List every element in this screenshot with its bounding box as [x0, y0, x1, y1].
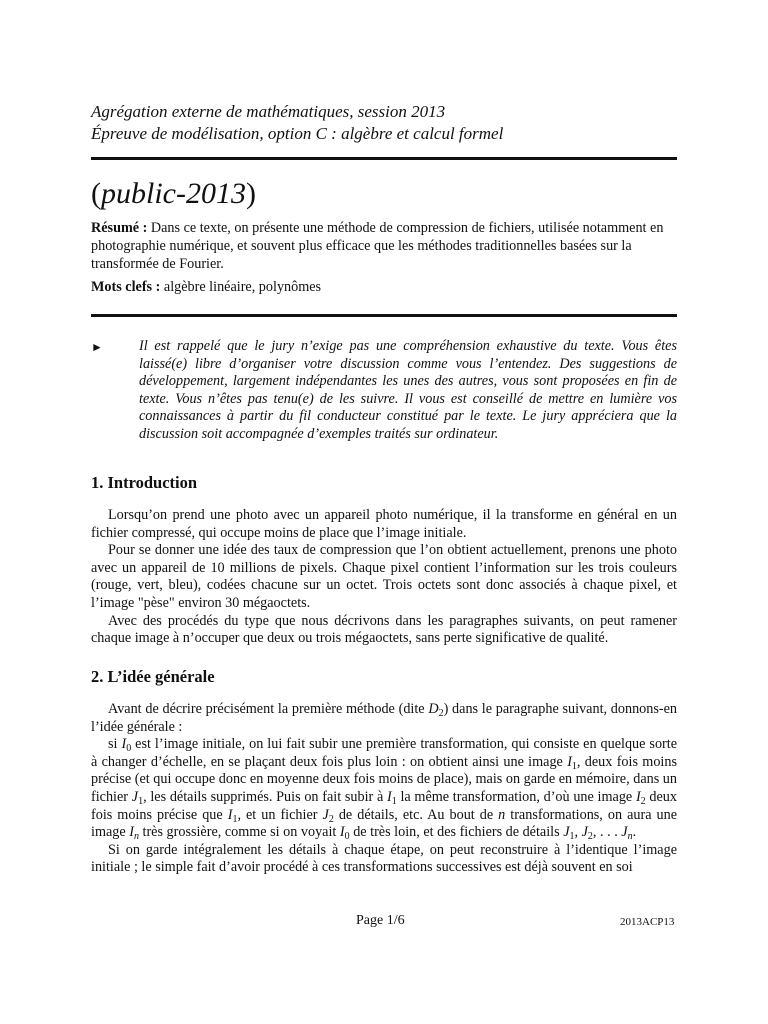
paragraph: si $I_0$ est l’image initiale, on lui fait subir une première transformation, qui consiste en quelque sorte à changer d’échelle, en se plaçant deux fois plus loin : on obtient ainsi une image $I_1$, deux fois moins précise (et qui occupe donc en moyenne deux fois moins de place), mais on garde en mémoire, dans un fichier $J_1$, les détails supprimés. Puis on fait subir à $I_1$ la même transformation, d’où une image $I_2$ deux fois moins précise que $I_1$, et un fichier $J_2$ de détails, etc. Au bout de n transformations, on aura une image $I_n$ très grossière, comme si on voyait $I_0$ de très loin, et des fichiers de détails $J_1$, $J_2$, . . . $J_n$.	[91, 736, 678, 843]
abstract-label: Résumé :	[91, 220, 148, 236]
title-paren-open: (	[91, 177, 101, 210]
document-code: 2013ACP13	[620, 916, 675, 928]
abstract-rule	[91, 314, 677, 317]
page-number: Page 1/6	[356, 913, 405, 928]
keywords-text: algèbre linéaire, polynômes	[163, 279, 322, 295]
section-2-body	[91, 701, 677, 877]
document-title	[91, 177, 256, 211]
keywords-label: Mots clefs :	[91, 279, 161, 295]
paragraph: Avant de décrire précisément la première méthode (dite $D_2$) dans le paragraphe suivant, donnons-en l’idée générale :	[91, 701, 677, 735]
section-1-body	[91, 507, 677, 648]
exam-header	[91, 101, 681, 145]
jury-note-text: Il est rappelé que le jury n’exige pas une compréhension exhaustive du texte. Vous êtes laissé(e) libre d’organiser votre discussion comme vous l’entendez. Des suggestions de développement, largement indépendantes les unes des autres, vous sont proposées en fin de texte. Vous n’êtes pas tenu(e) de les suivre. Il vous est conseillé de mettre en lumière vos connaissances à partir du fil conducteur constitué par le texte. Le jury appréciera que la discussion soit accompagnée d’exemples traités sur ordinateur.	[139, 338, 677, 442]
title-text: public-2013	[101, 177, 246, 210]
abstract-text: Dans ce texte, on présente une méthode de compression de fichiers, utilisée notamment en photographie numérique, et souvent plus efficace que les méthodes traditionnelles basées sur la transformée de Fourier.	[91, 220, 664, 272]
header-line-1: Agrégation externe de mathématiques, session 2013	[91, 102, 446, 121]
triangle-bullet-icon: ►	[91, 340, 103, 354]
abstract	[91, 219, 677, 273]
title-paren-close: )	[245, 177, 256, 210]
paragraph: Avec des procédés du type que nous décrivons dans les paragraphes suivants, on peut ramener chaque image à n’occuper que deux ou trois mégaoctets, sans perte significative de qualité.	[91, 612, 677, 647]
paragraph: Pour se donner une idée des taux de compression que l’on obtient actuellement, prenons une photo avec un appareil de 10 millions de pixels. Chaque pixel contient l’information sur les trois couleurs (rouge, vert, bleu), codées chacune sur un octet. Trois octets sont donc associés à chaque pixel, et l’image "pèse" environ 30 mégaoctets.	[91, 542, 677, 611]
keywords	[91, 278, 677, 296]
paragraph: Si on garde intégralement les détails à chaque étape, on peut reconstruire à l’identique l’image initiale ; le simple fait d’avoir procédé à ces transformations successives est déjà souvent en soi	[91, 841, 677, 876]
header-line-2: Épreuve de modélisation, option C : algèbre et calcul formel	[91, 124, 504, 143]
header-rule	[91, 157, 677, 160]
paragraph: Lorsqu’on prend une photo avec un appareil photo numérique, il la transforme en général en un fichier compressé, qui occupe moins de place que l’image initiale.	[91, 507, 677, 541]
section-1-heading: 1. Introduction	[91, 473, 198, 492]
section-2-heading: 2. L’idée générale	[91, 667, 215, 686]
